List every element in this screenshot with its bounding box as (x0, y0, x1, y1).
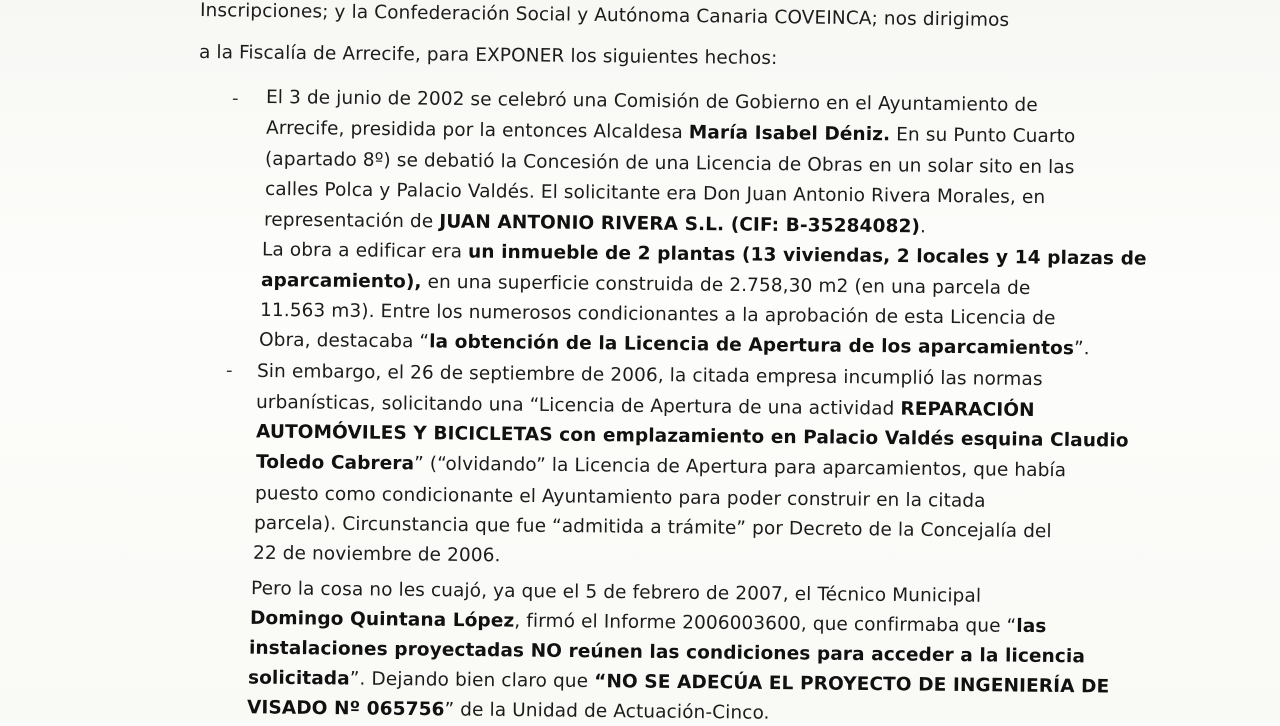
p3-bold-text: “NO SE ADECÚA EL PROYECTO DE INGENIERÍA DE (594, 671, 1110, 698)
p2-line-7 (253, 542, 501, 569)
p3-bold-text: VISADO Nº 065756 (246, 697, 445, 721)
p3-text: ”. Dejando bien claro que (349, 668, 595, 693)
p2-bold-text: AUTOMÓVILES Y BICICLETAS con emplazamiento en Palacio Valdés esquina Claudio (255, 421, 1129, 452)
intro-text: Inscripciones; y la Confederación Social y Autónoma Canaria COVEINCA; nos dirigimos (199, 0, 1010, 31)
p2-line-6 (254, 512, 1052, 544)
p3-bold-text: instalaciones proyectadas NO reúnen las condiciones para acceder a la licencia (248, 637, 1086, 668)
p2-text: ” (“olvidando” la Licencia de Apertura para aparcamientos, que había (414, 453, 1067, 482)
p1-text: 11.563 m3). Entre los numerosos condicionantes a la aprobación de esta Licencia de (259, 299, 1056, 330)
p2-text: Sin embargo, el 26 de septiembre de 2006, la citada empresa incumplió las normas (256, 360, 1043, 391)
p3-line-1 (251, 577, 981, 609)
p3-text: , firmó el Informe 2006003600, que confirmaba que “ (514, 610, 1017, 637)
company-name: JUAN ANTONIO RIVERA S.L. (CIF: B-35284082) (439, 211, 921, 238)
p1-text: Arrecife, presidida por la entonces Alcaldesa (265, 117, 689, 144)
p1-line-5 (264, 209, 926, 240)
intro-line-1 (200, 0, 1009, 33)
p1-line-7 (261, 269, 1031, 301)
p1-text: Obra, destacaba “ (258, 329, 430, 353)
p2-bold-text: Toledo Cabrera (255, 451, 415, 475)
bullet-dash: - (232, 88, 239, 109)
p3-line-2 (250, 607, 1047, 639)
p2-bold-text: REPARACIÓN (900, 398, 1035, 422)
p1-text: representación de (263, 209, 440, 233)
person-name: María Isabel Déniz. (688, 122, 891, 146)
p3-line-4 (248, 666, 1110, 699)
p1-text: La obra a edificar era (261, 239, 469, 263)
p1-text: En su Punto Cuarto (890, 124, 1076, 148)
p2-line-3 (256, 420, 1129, 453)
p1-text: en una superficie construida de 2.758,30 m2 (en una parcela de (421, 271, 1031, 300)
p2-line-5 (255, 482, 986, 514)
p1-text: (apartado 8º) se debatió la Concesión de una Licencia de Obras en un solar sito en las (264, 148, 1075, 179)
p2-line-4 (256, 451, 1066, 483)
p3-text: Pero la cosa no les cuajó, ya que el 5 de febrero de 2007, el Técnico Municipal (250, 578, 982, 607)
p3-line-3 (249, 637, 1085, 670)
p1-line-3 (265, 148, 1075, 180)
p2-text: urbanísticas, solicitando una “Licencia de Apertura de una actividad (255, 391, 901, 420)
p2-text: parcela). Circunstancia que fue “admitida a trámite” por Decreto de la Concejalía del (253, 512, 1052, 543)
p1-text: ”. (1073, 338, 1090, 360)
p3-line-5 (247, 696, 770, 725)
person-name: Domingo Quintana López (249, 607, 515, 632)
p1-line-6 (262, 238, 1147, 271)
p2-text: 22 de noviembre de 2006. (252, 542, 501, 567)
p1-text: calles Polca y Palacio Valdés. El solicitante era Don Juan Antonio Rivera Morales, en (264, 178, 1046, 209)
p1-text: El 3 de junio de 2002 se celebró una Comisión de Gobierno en el Ayuntamiento de (265, 86, 1038, 117)
p1-bold-text: la obtención de la Licencia de Apertura de los aparcamientos (429, 331, 1075, 360)
p3-text: ” de la Unidad de Actuación-Cinco. (444, 699, 770, 724)
p3-bold-text: las (1016, 615, 1047, 638)
p3-bold-text: solicitada (247, 667, 350, 690)
intro-line-2 (199, 41, 778, 71)
p2-line-1 (257, 360, 1043, 392)
intro-text: a la Fiscalía de Arrecife, para EXPONER los siguientes hechos: (198, 41, 778, 70)
p1-line-1 (266, 86, 1038, 118)
p1-line-8 (260, 299, 1056, 331)
p1-line-2 (266, 117, 1076, 149)
bullet-dash: - (226, 360, 233, 381)
p1-bold-text: un inmueble de 2 plantas (13 viviendas, 2 locales y 14 plazas de (467, 241, 1147, 270)
p1-text: . (919, 216, 927, 238)
p2-line-2 (256, 391, 1035, 423)
p2-text: puesto como condicionante el Ayuntamiento para poder construir en la citada (254, 483, 986, 512)
p1-line-9 (259, 329, 1090, 362)
p1-line-4 (265, 178, 1045, 210)
p1-bold-text: aparcamiento), (260, 269, 422, 293)
